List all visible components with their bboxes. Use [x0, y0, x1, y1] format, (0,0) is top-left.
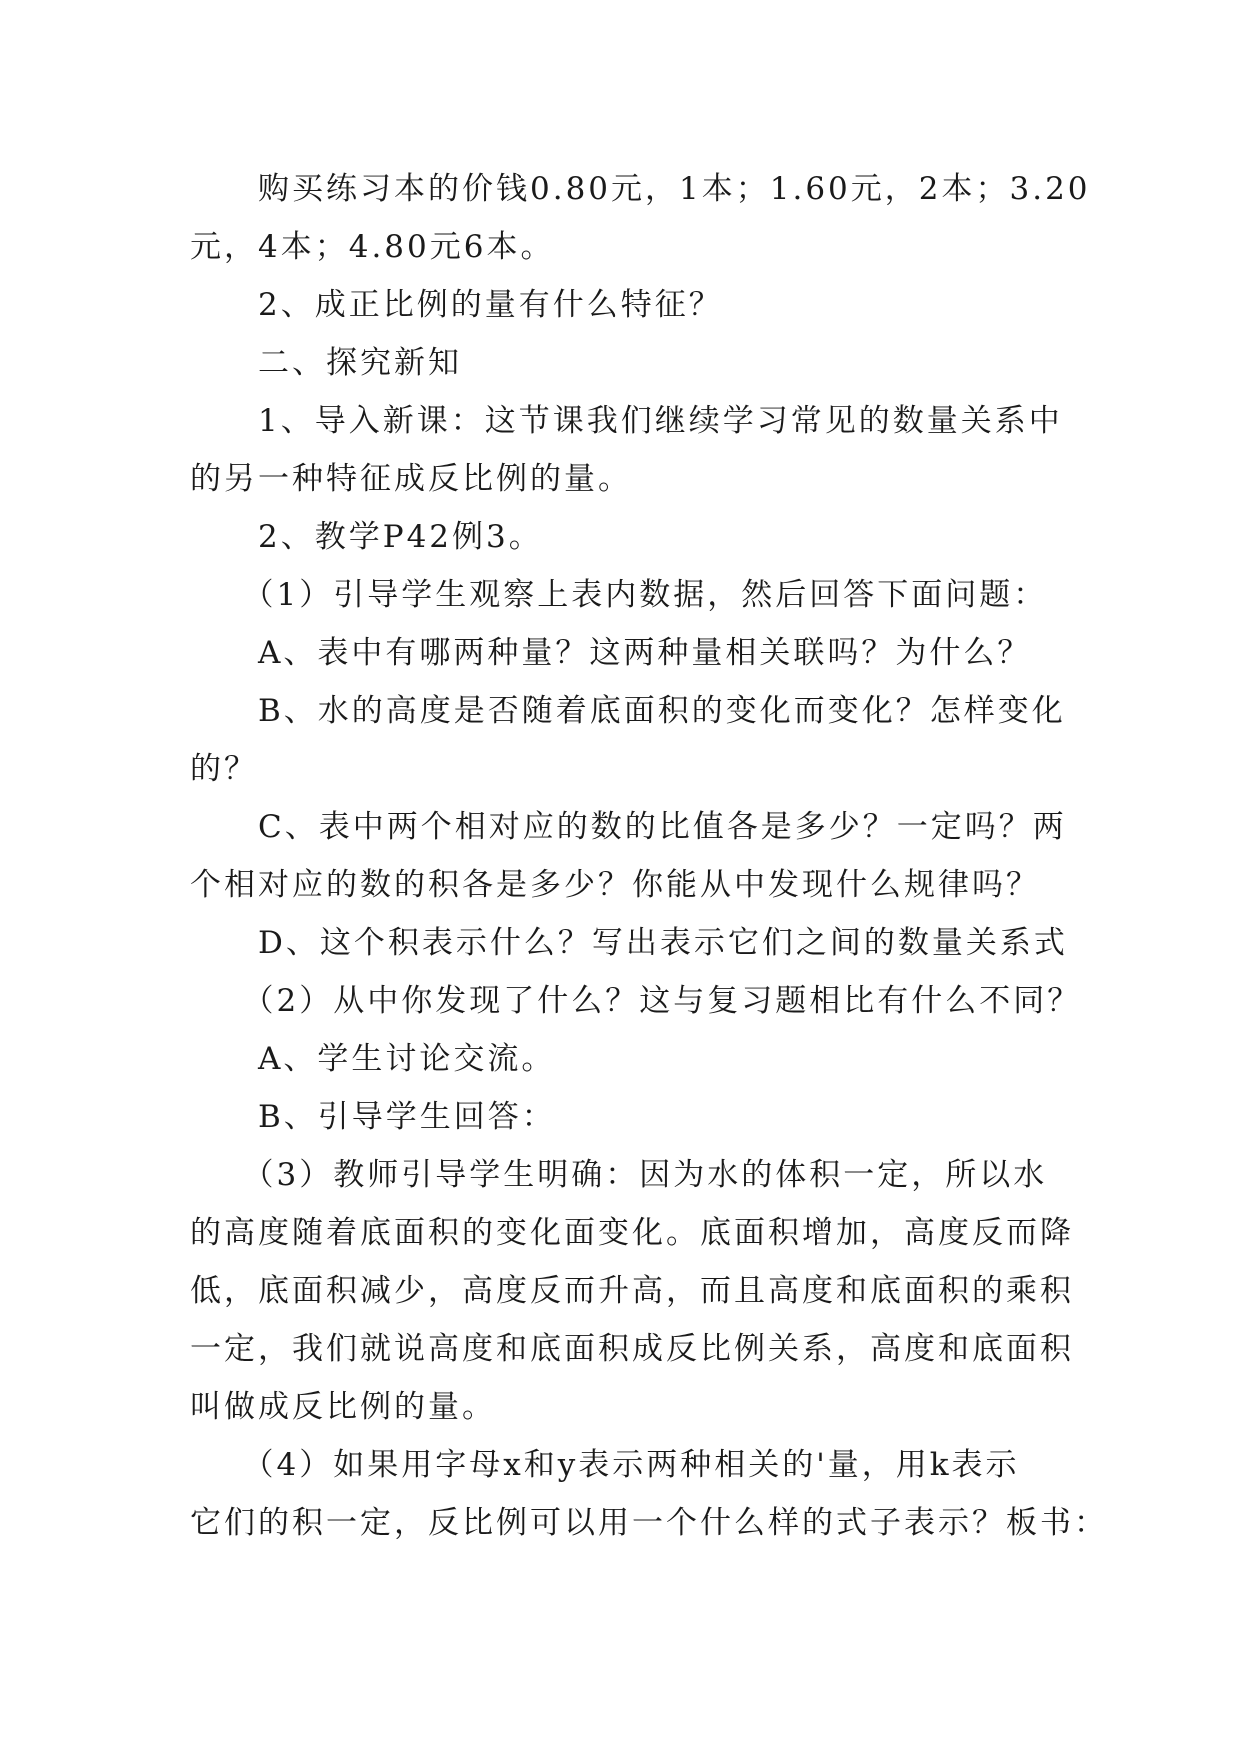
text-line: 低，底面积减少，高度反而升高，而且高度和底面积的乘积 — [190, 1273, 1074, 1309]
text-line: 元，4本；4.80元6本。 — [190, 229, 555, 265]
text-line: 的？ — [190, 751, 258, 787]
text-line: 2、成正比例的量有什么特征？ — [190, 287, 723, 323]
text-line: 购买练习本的价钱0.80元，1本；1.60元，2本；3.20 — [190, 171, 1091, 207]
text-line: 的高度随着底面积的变化面变化。底面积增加，高度反而降 — [190, 1215, 1074, 1251]
text-line: 它们的积一定，反比例可以用一个什么样的式子表示？板书： — [190, 1505, 1108, 1541]
text-line: C、表中两个相对应的数的比值各是多少？一定吗？两 — [190, 809, 1067, 845]
text-line: 个相对应的数的积各是多少？你能从中发现什么规律吗？ — [190, 867, 1040, 903]
text-line: 1、导入新课：这节课我们继续学习常见的数量关系中 — [190, 403, 1063, 439]
text-line: B、引导学生回答： — [190, 1099, 556, 1135]
text-line: 的另一种特征成反比例的量。 — [190, 461, 632, 497]
text-line: A、表中有哪两种量？这两种量相关联吗？为什么？ — [190, 635, 1032, 671]
text-line: （1）引导学生观察上表内数据，然后回答下面问题： — [190, 577, 1048, 613]
text-line: （3）教师引导学生明确：因为水的体积一定，所以水 — [190, 1157, 1048, 1193]
text-line: （4）如果用字母x和y表示两种相关的'量，用k表示 — [190, 1447, 1020, 1483]
text-line: 2、教学P42例3。 — [190, 519, 543, 555]
text-line: D、这个积表示什么？写出表示它们之间的数量关系式 — [190, 925, 1068, 961]
text-line: B、水的高度是否随着底面积的变化而变化？怎样变化 — [190, 693, 1066, 729]
text-line: 叫做成反比例的量。 — [190, 1389, 496, 1425]
section-heading: 二、探究新知 — [190, 345, 462, 381]
text-line: （2）从中你发现了什么？这与复习题相比有什么不同？ — [190, 983, 1082, 1019]
text-line: A、学生讨论交流。 — [190, 1041, 556, 1077]
document-body — [190, 160, 1108, 1552]
text-line: 一定，我们就说高度和底面积成反比例关系，高度和底面积 — [190, 1331, 1074, 1367]
